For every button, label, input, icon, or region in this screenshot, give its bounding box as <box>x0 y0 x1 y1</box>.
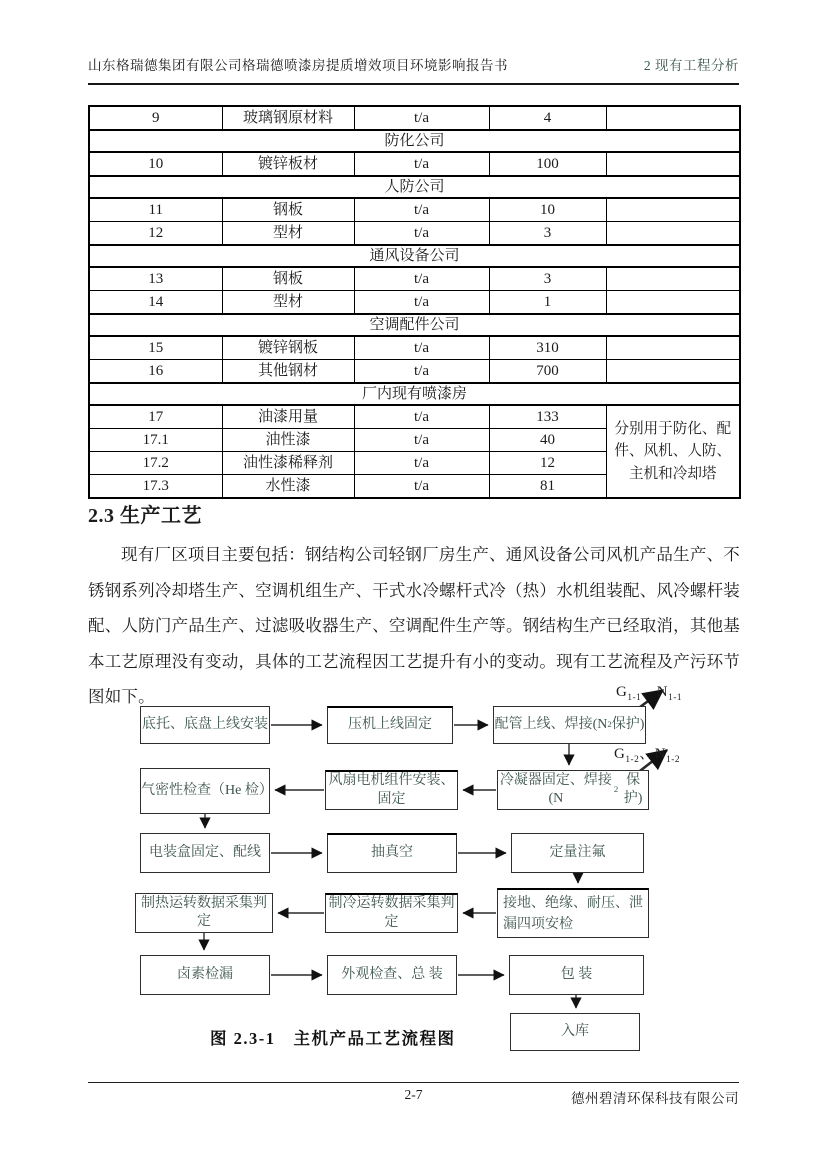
cell-note <box>606 152 740 176</box>
cell-no: 15 <box>89 336 222 360</box>
cell-note <box>606 267 740 291</box>
cell-unit: t/a <box>354 405 489 429</box>
header-report-title: 山东格瑞德集团有限公司格瑞德喷漆房提质增效项目环境影响报告书 <box>88 58 508 73</box>
table-section-row <box>89 176 740 198</box>
page-footer <box>88 1082 739 1105</box>
flow-box-inspect: 外观检查、总 装 <box>327 955 457 995</box>
section-heading: 2.3 生产工艺 <box>88 505 202 527</box>
pollution-label-g2: $G_{1-2}$、$N_{1-2}$ <box>614 746 680 765</box>
cell-note <box>606 336 740 360</box>
cell-value: 4 <box>489 106 606 130</box>
page-header <box>88 54 739 85</box>
footer-company: 德州碧清环保科技有限公司 <box>571 1091 739 1106</box>
table-section-row <box>89 383 740 405</box>
cell-unit: t/a <box>354 198 489 222</box>
table-row <box>89 360 740 384</box>
table-row <box>89 336 740 360</box>
table-row <box>89 106 740 130</box>
section-label-cell: 人防公司 <box>89 176 740 198</box>
page-number: 2-7 <box>404 1087 423 1102</box>
cell-no: 17 <box>89 405 222 429</box>
table-section-row <box>89 314 740 336</box>
cell-unit: t/a <box>354 452 489 475</box>
cell-value: 100 <box>489 152 606 176</box>
header-chapter-title: 2 现有工程分析 <box>643 58 739 73</box>
cell-unit: t/a <box>354 475 489 499</box>
cell-value: 1 <box>489 291 606 315</box>
cell-no: 17.1 <box>89 429 222 452</box>
cell-unit: t/a <box>354 429 489 452</box>
section-label-cell: 厂内现有喷漆房 <box>89 383 740 405</box>
cell-material: 钢板 <box>222 267 354 291</box>
table-section-row <box>89 245 740 267</box>
table-row <box>89 222 740 246</box>
figure-caption: 图 2.3-1 主机产品工艺流程图 <box>210 1029 456 1048</box>
flow-box-storage: 入库 <box>510 1013 640 1051</box>
cell-unit: t/a <box>354 222 489 246</box>
flow-box-chassis: 底托、底盘上线安装 <box>140 706 270 744</box>
table-row <box>89 198 740 222</box>
cell-material: 型材 <box>222 222 354 246</box>
cell-material: 钢板 <box>222 198 354 222</box>
cell-value: 310 <box>489 336 606 360</box>
cell-unit: t/a <box>354 152 489 176</box>
flow-box-cooling: 制冷运转数据采集判定 <box>325 893 458 933</box>
flow-box-fluorine: 定量注氟 <box>511 833 644 873</box>
cell-no: 9 <box>89 106 222 130</box>
cell-value: 133 <box>489 405 606 429</box>
body-paragraph: 现有厂区项目主要包括：钢结构公司轻钢厂房生产、通风设备公司风机产品生产、不锈钢系列冷却塔生产、空调机组生产、干式水冷螺杆式冷（热）水机组装配、风冷螺杆装配、人防门产品生产、过滤吸收器生产、空调配件生产等。钢结构生产已经取消，其他基本工艺原理没有变动，具体的工艺流程因工艺提升有小的变动。现有工艺流程及产污环节图如下。 <box>88 545 740 706</box>
cell-value: 3 <box>489 267 606 291</box>
cell-unit: t/a <box>354 267 489 291</box>
cell-value: 700 <box>489 360 606 384</box>
flow-box-halogen: 卤素检漏 <box>140 955 270 995</box>
table-row <box>89 267 740 291</box>
cell-material: 油性漆稀释剂 <box>222 452 354 475</box>
cell-material: 玻璃钢原材料 <box>222 106 354 130</box>
cell-note <box>606 222 740 246</box>
process-flowchart <box>88 680 739 1065</box>
section-label-cell: 防化公司 <box>89 130 740 152</box>
cell-material: 其他钢材 <box>222 360 354 384</box>
flow-box-airtight: 气密性检查（He 检） <box>140 768 270 814</box>
cell-unit: t/a <box>354 360 489 384</box>
cell-value: 10 <box>489 198 606 222</box>
flow-box-fan: 风扇电机组件安装、固定 <box>325 770 458 810</box>
table-section-row <box>89 130 740 152</box>
cell-no: 14 <box>89 291 222 315</box>
flow-box-safety: 接地、绝缘、耐压、泄漏四项安检 <box>497 888 649 938</box>
cell-no: 12 <box>89 222 222 246</box>
flow-box-heating: 制热运转数据采集判定 <box>135 893 273 933</box>
cell-note <box>606 291 740 315</box>
cell-no: 17.2 <box>89 452 222 475</box>
flow-box-ebox: 电装盒固定、配线 <box>140 833 270 873</box>
cell-no: 16 <box>89 360 222 384</box>
cell-material: 油漆用量 <box>222 405 354 429</box>
materials-table <box>88 105 741 499</box>
flow-box-condenser: 冷凝器固定、焊接(N 2 保护) <box>497 770 649 810</box>
cell-note <box>606 106 740 130</box>
cell-value: 40 <box>489 429 606 452</box>
cell-value: 81 <box>489 475 606 499</box>
cell-no: 13 <box>89 267 222 291</box>
cell-no: 11 <box>89 198 222 222</box>
cell-note <box>606 360 740 384</box>
cell-unit: t/a <box>354 336 489 360</box>
cell-unit: t/a <box>354 291 489 315</box>
pollution-label-g1: $G_{1-1}$、$N_{1-1}$ <box>616 684 682 703</box>
flow-box-press: 压机上线固定 <box>327 706 453 744</box>
flow-box-pack: 包 装 <box>509 955 644 995</box>
table-row <box>89 291 740 315</box>
cell-value: 12 <box>489 452 606 475</box>
flow-box-piping: 配管上线、焊接(N 2 保护) <box>493 706 646 744</box>
cell-no: 10 <box>89 152 222 176</box>
cell-material: 水性漆 <box>222 475 354 499</box>
table-row <box>89 405 740 429</box>
flow-box-vacuum: 抽真空 <box>327 833 457 873</box>
materials-table-body <box>89 106 740 498</box>
cell-no: 17.3 <box>89 475 222 499</box>
section-label-cell: 通风设备公司 <box>89 245 740 267</box>
cell-note: 分别用于防化、配件、风机、人防、主机和冷却塔 <box>606 405 740 498</box>
cell-material: 型材 <box>222 291 354 315</box>
cell-material: 镀锌板材 <box>222 152 354 176</box>
cell-unit: t/a <box>354 106 489 130</box>
section-label-cell: 空调配件公司 <box>89 314 740 336</box>
cell-note <box>606 198 740 222</box>
table-row <box>89 152 740 176</box>
cell-value: 3 <box>489 222 606 246</box>
cell-material: 镀锌钢板 <box>222 336 354 360</box>
cell-material: 油性漆 <box>222 429 354 452</box>
